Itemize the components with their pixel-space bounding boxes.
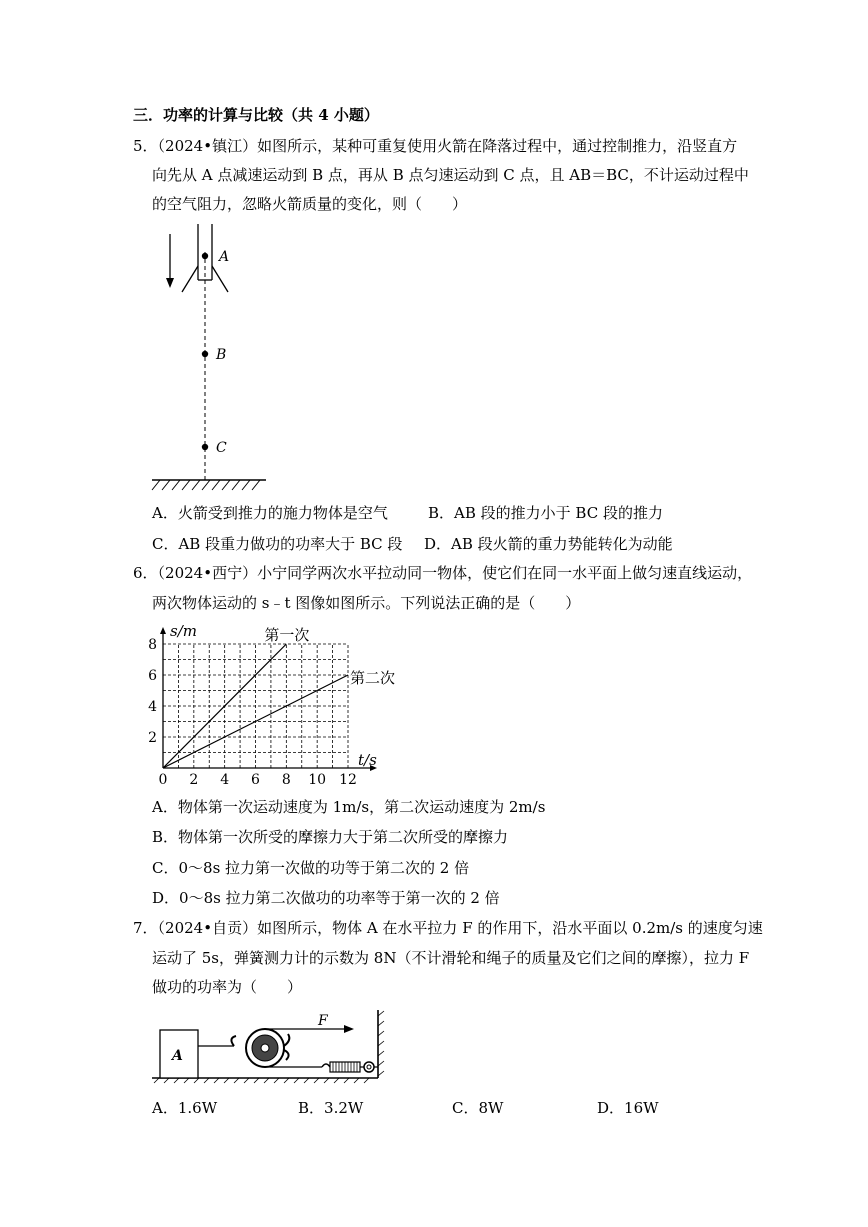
chart-x-axis-label: t/s xyxy=(358,751,377,769)
q6-stem-line2: 两次物体运动的 s﹣t 图像如图所示。下列说法正确的是（ ） xyxy=(152,594,581,612)
chart-y-tick-label: 4 xyxy=(148,699,157,715)
chart-y-tick-label: 8 xyxy=(148,637,157,653)
q7-stem-line3: 做功的功率为（ ） xyxy=(152,978,303,996)
label-b: B xyxy=(216,347,227,363)
q6-stem-line1: 6．（2024•西宁）小宁同学两次水平拉动同一物体，使它们在同一水平面上做匀速直线运动， xyxy=(133,564,753,582)
chart-x-tick-label: 2 xyxy=(189,772,199,788)
q6-st-chart xyxy=(140,618,410,788)
q5-stem-line3: 的空气阻力，忽略火箭质量的变化，则（ ） xyxy=(152,195,468,213)
section-title: 三．功率的计算与比较（共 4 小题） xyxy=(133,106,379,124)
point-b xyxy=(202,351,208,357)
chart-x-tick-label: 6 xyxy=(251,772,260,788)
q7-stem-line1: 7．（2024•自贡）如图所示，物体 A 在水平拉力 F 的作用下，沿水平面以 0.2m/s 的速度匀速 xyxy=(133,919,763,937)
point-a xyxy=(202,253,208,259)
spring-scale-icon xyxy=(322,1062,378,1072)
chart-x-tick-label: 8 xyxy=(281,772,291,788)
chart-series-label: 第一次 xyxy=(264,626,310,644)
chart-y-tick-label: 2 xyxy=(148,730,157,746)
q6-option-a: A．物体第一次运动速度为 1m/s，第二次运动速度为 2m/s xyxy=(152,798,546,816)
q7-option-d: D．16W xyxy=(597,1099,659,1117)
q5-stem-line2: 向先从 A 点减速运动到 B 点，再从 B 点匀速运动到 C 点，且 AB＝BC，不计运动过程中 xyxy=(152,166,749,184)
chart-y-axis-label: s/m xyxy=(170,622,197,640)
point-c xyxy=(202,444,208,450)
q7-option-a: A．1.6W xyxy=(152,1099,218,1117)
chart-x-tick-label: 0 xyxy=(158,772,168,788)
q5-stem-line1: 5．（2024•镇江）如图所示，某种可重复使用火箭在降落过程中，通过控制推力，沿竖直方 xyxy=(133,137,738,155)
force-label: F xyxy=(318,1013,328,1029)
block-a-label: A xyxy=(172,1048,183,1064)
q6-option-c: C．0～8s 拉力第一次做的功等于第二次的 2 倍 xyxy=(152,859,470,877)
chart-series-label: 第二次 xyxy=(350,669,396,687)
q5-option-d: D．AB 段火箭的重力势能转化为动能 xyxy=(424,535,673,553)
label-c: C xyxy=(216,440,227,456)
q6-option-d: D．0～8s 拉力第二次做功的功率等于第一次的 2 倍 xyxy=(152,889,500,907)
ground-hatch xyxy=(152,480,266,490)
chart-x-tick-label: 12 xyxy=(339,772,357,788)
pulley-icon xyxy=(231,1029,289,1067)
chart-y-tick-label: 6 xyxy=(148,668,157,684)
chart-x-tick-label: 4 xyxy=(220,772,230,788)
q5-rocket-figure xyxy=(150,222,270,492)
q6-option-b: B．物体第一次所受的摩擦力大于第二次所受的摩擦力 xyxy=(152,828,509,846)
q5-option-c: C．AB 段重力做功的功率大于 BC 段 xyxy=(152,535,403,553)
q5-option-a: A．火箭受到推力的施力物体是空气 xyxy=(152,504,388,522)
y-axis-arrow-icon xyxy=(160,627,166,634)
label-a: A xyxy=(219,249,230,265)
q7-pulley-figure xyxy=(150,1008,395,1088)
q7-option-b: B．3.2W xyxy=(298,1099,364,1117)
q5-option-b: B．AB 段的推力小于 BC 段的推力 xyxy=(428,504,663,522)
chart-x-tick-label: 10 xyxy=(308,772,327,788)
q7-stem-line2: 运动了 5s，弹簧测力计的示数为 8N（不计滑轮和绳子的质量及它们之间的摩擦），拉力 F xyxy=(152,949,750,967)
q7-option-c: C．8W xyxy=(452,1099,504,1117)
